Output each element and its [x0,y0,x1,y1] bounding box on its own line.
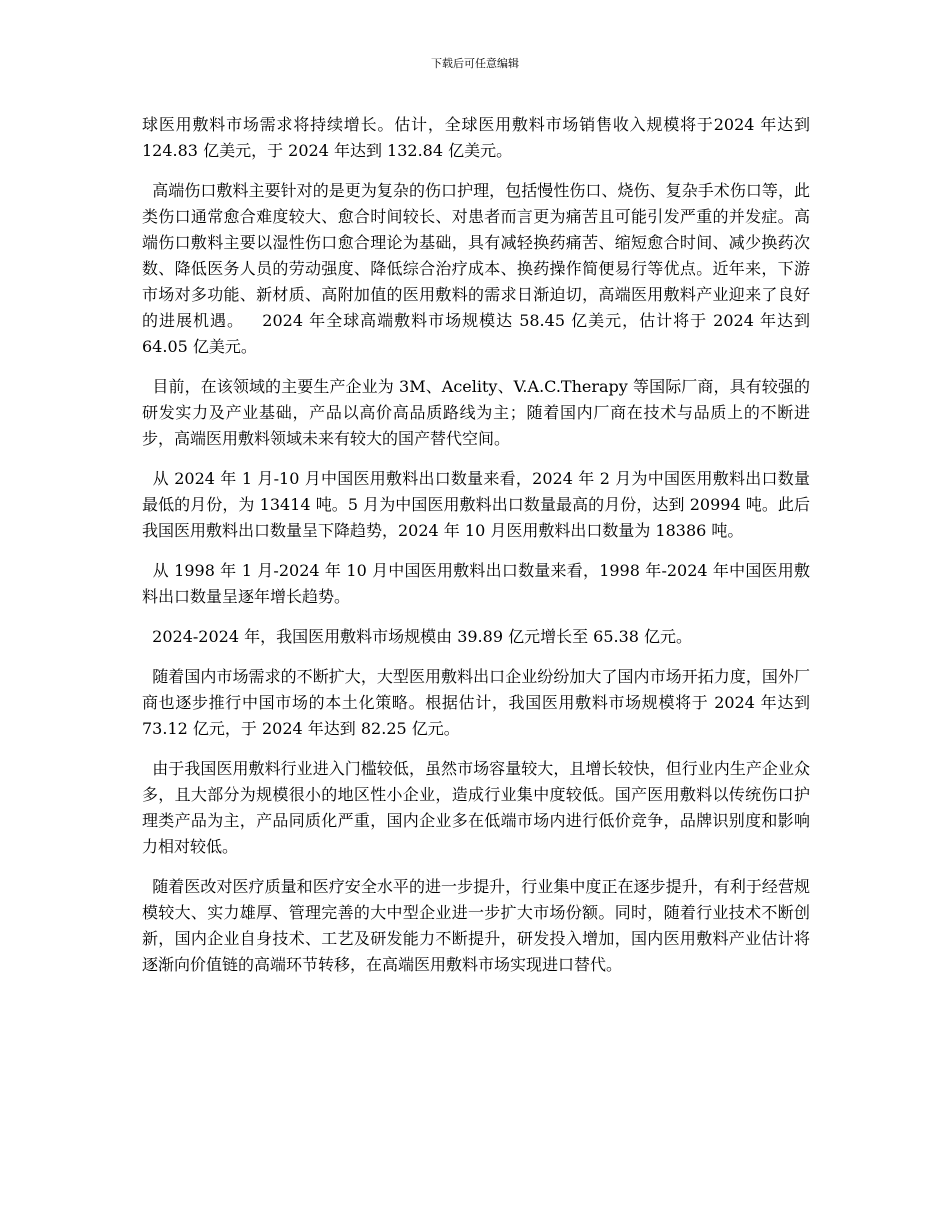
page-header: 下载后可任意编辑 [431,57,519,70]
paragraph-domestic-market-size: 2024-2024 年，我国医用敷料市场规模由 39.89 亿元增长至 65.38 亿元。 [142,627,693,646]
paragraph-industry-concentration: 由于我国医用敷料行业进入门槛较低，虽然市场容量较大，且增长较快，但行业内生产企业众多，且大部分为规模很小的地区性小企业，造成行业集中度较低。国产医用敷料以传统伤口护理类产品为主，产品同质化严重，国内企业多在低端市场内进行低价竞争，品牌识别度和影响力相对较低。 [142,759,810,856]
document-body [142,112,816,992]
paragraph-domestic-expansion: 随着国内市场需求的不断扩大，大型医用敷料出口企业纷纷加大了国内市场开拓力度，国外厂商也逐步推行中国市场的本土化策略。根据估计，我国医用敷料市场规模将于 2024 年达到 73.12 亿元，于 2024 年达到 82.25 亿元。 [142,667,816,738]
paragraph-global-market: 球医用敷料市场需求将持续增长。估计，全球医用敷料市场销售收入规模将于2024 年达到 124.83 亿美元，于 2024 年达到 132.84 亿美元。 [142,115,816,160]
paragraph-future-outlook: 随着医改对医疗质量和医疗安全水平的进一步提升，行业集中度正在逐步提升，有利于经营规模较大、实力雄厚、管理完善的大中型企业进一步扩大市场份额。同时，随着行业技术不断创新，国内企业自身技术、工艺及研发能力不断提升，研发投入增加，国内医用敷料产业估计将逐渐向价值链的高端环节转移，在高端医用敷料市场实现进口替代。 [142,877,810,974]
paragraph-monthly-exports: 从 2024 年 1 月-10 月中国医用敷料出口数量来看，2024 年 2 月为中国医用敷料出口数量最低的月份，为 13414 吨。5 月为中国医用敷料出口数量最高的月份，达到 20994 吨。此后我国医用敷料出口数量呈下降趋势，2024 年 10 月医用敷料出口数量为 18386 吨。 [142,469,810,540]
paragraph-historical-exports: 从 1998 年 1 月-2024 年 10 月中国医用敷料出口数量来看，1998 年-2024 年中国医用敷料出口数量呈逐年增长趋势。 [142,561,810,606]
paragraph-high-end-dressings: 高端伤口敷料主要针对的是更为复杂的伤口护理，包括慢性伤口、烧伤、复杂手术伤口等，此类伤口通常愈合难度较大、愈合时间较长、对患者而言更为痛苦且可能引发严重的并发症。高端伤口敷料主要以湿性伤口愈合理论为基础，具有减轻换药痛苦、缩短愈合时间、减少换药次数、降低医务人员的劳动强度、降低综合治疗成本、换药操作简便易行等优点。近年来，下游市场对多功能、新材质、高附加值的医用敷料的需求日渐迫切，高端医用敷料产业迎来了良好的进展机遇。 2024 年全球高端敷料市场规模达 58.45 亿美元，估计将于 2024 年达到 64.05 亿美元。 [142,181,816,356]
paragraph-major-manufacturers: 目前，在该领域的主要生产企业为 3M、Acelity、V.A.C.Therapy 等国际厂商，具有较强的研发实力及产业基础，产品以高价高品质路线为主；随着国内厂商在技术与品质上的不断进步，高端医用敷料领域未来有较大的国产替代空间。 [142,377,810,448]
